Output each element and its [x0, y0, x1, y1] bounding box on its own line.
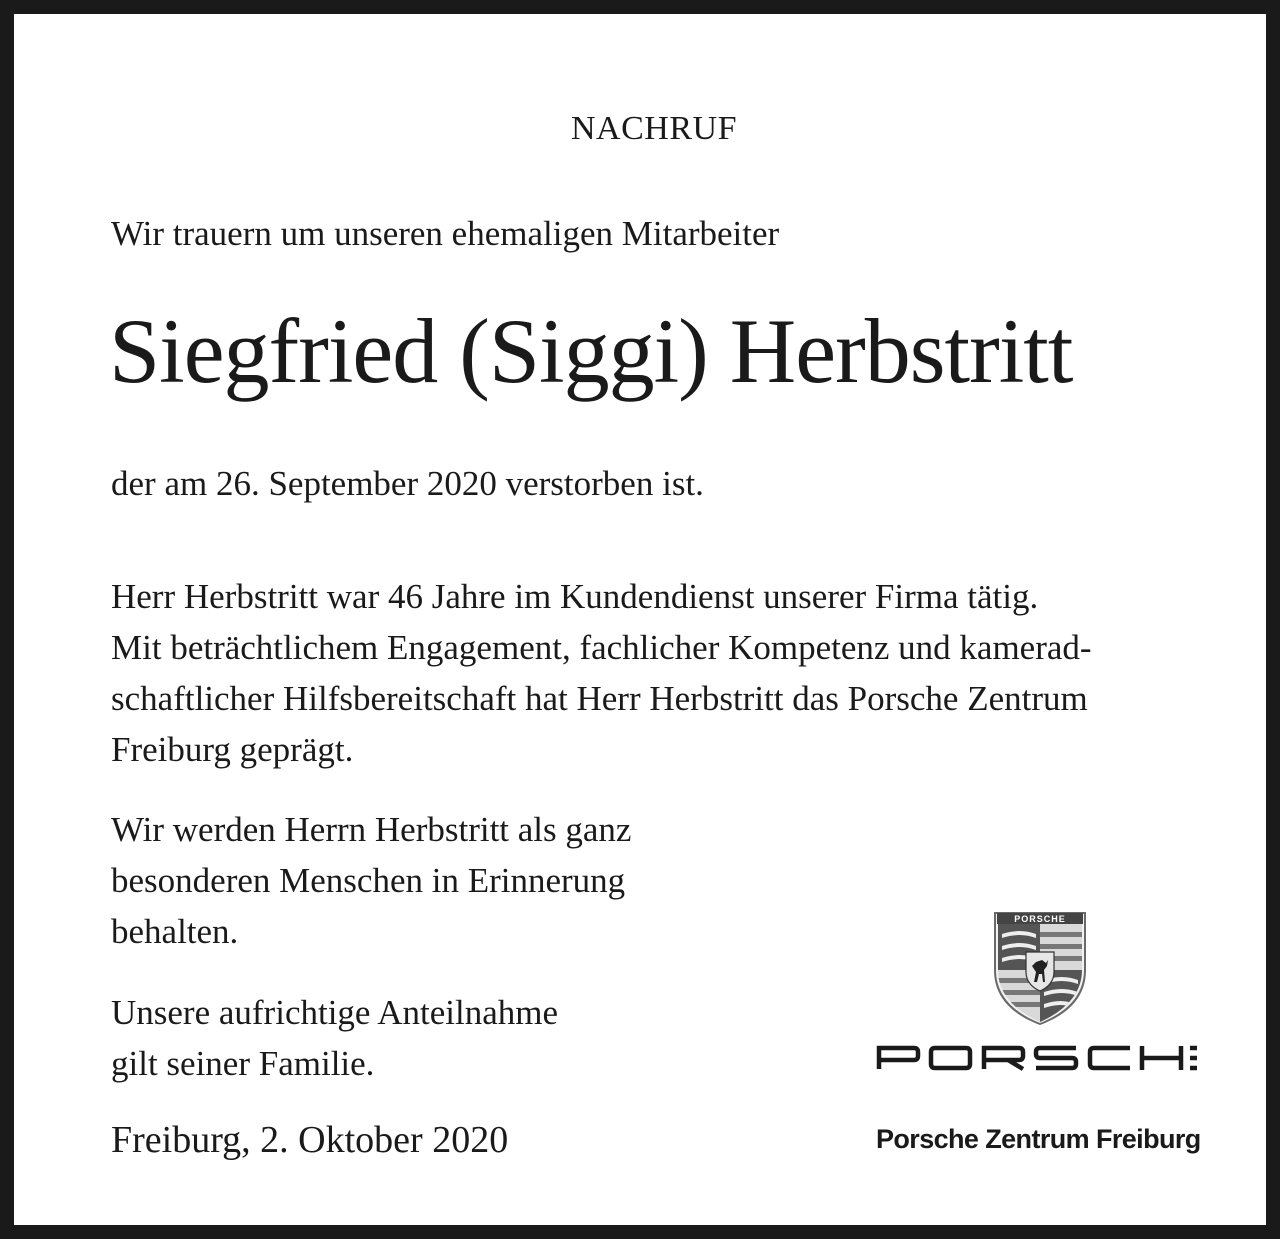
svg-text:PORSCHE: PORSCHE [1014, 914, 1066, 924]
place-date: Freiburg, 2. Oktober 2020 [111, 1119, 509, 1161]
paragraph-line: gilt seiner Familie. [111, 1044, 375, 1083]
death-date-line: der am 26. September 2020 verstorben ist. [111, 464, 704, 503]
paragraph-line: behalten. [111, 912, 239, 951]
deceased-name: Siegfried (Siggi) Herbstritt [109, 300, 1073, 402]
paragraph-line: Herr Herbstritt war 46 Jahre im Kundendienst unserer Firma tätig. [111, 577, 1039, 616]
paragraph-line: Freiburg geprägt. [111, 730, 354, 769]
company-name: Porsche Zentrum Freiburg [876, 1124, 1201, 1154]
paragraph-line: Mit beträchtlichem Engagement, fachlicher Kompetenz und kamerad- [111, 628, 1092, 667]
porsche-wordmark-logo [876, 1045, 1198, 1071]
intro-text: Wir trauern um unseren ehemaligen Mitarbeiter [111, 214, 780, 253]
notice-heading: NACHRUF [571, 110, 737, 147]
paragraph-line: Wir werden Herrn Herbstritt als ganz [111, 810, 632, 849]
memory-paragraph [111, 804, 631, 957]
tribute-paragraph [111, 571, 1092, 775]
porsche-crest-icon [990, 908, 1090, 1026]
paragraph-line: schaftlicher Hilfsbereitschaft hat Herr Herbstritt das Porsche Zentrum [111, 679, 1088, 718]
condolence-paragraph [111, 987, 558, 1089]
paragraph-line: Unsere aufrichtige Anteilnahme [111, 993, 559, 1032]
paragraph-line: besonderen Menschen in Erinnerung [111, 861, 626, 900]
